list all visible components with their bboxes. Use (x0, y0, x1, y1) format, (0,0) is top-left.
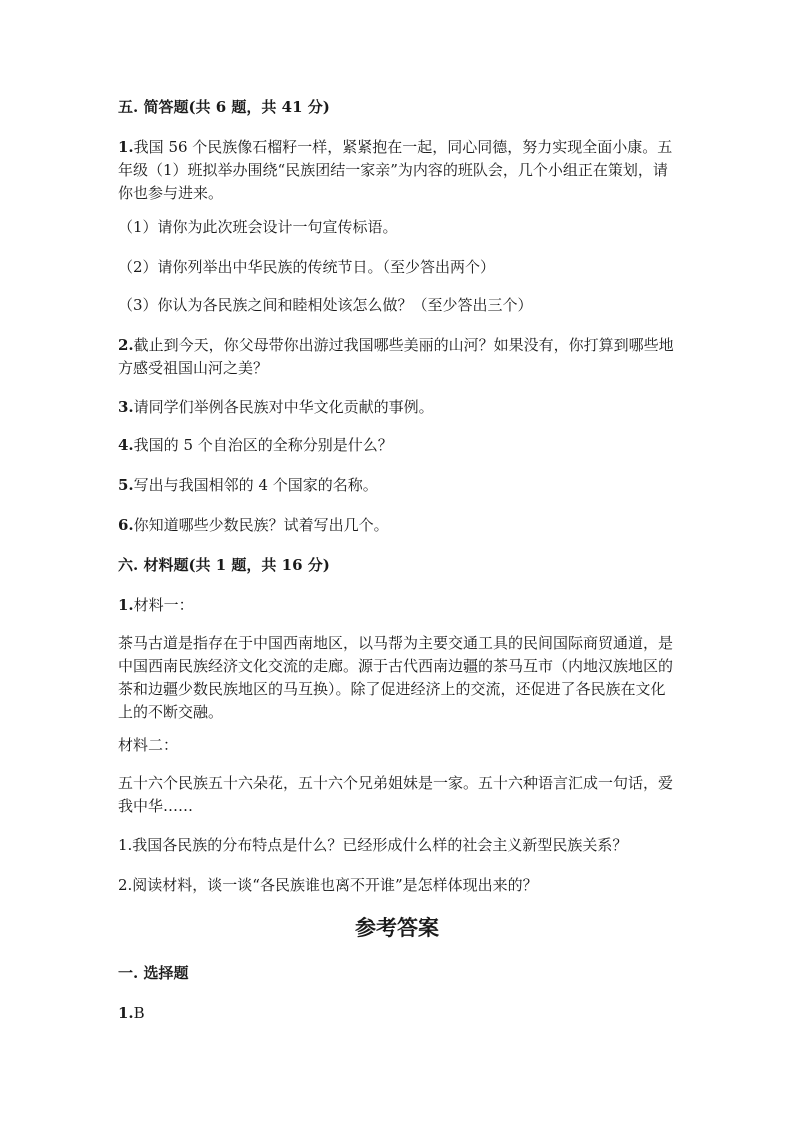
answers-title: 参考答案 (355, 915, 439, 940)
material-1-text: 茶马古道是指存在于中国西南地区，以马帮为主要交通工具的民间国际商贸通道，是中国西南民族经济文化交流的走廊。源于古代西南边疆的茶马互市（内地汉族地区的茶和边疆少数民族地区的马互换）。除了促进经济上的交流，还促进了各民族在文化上的不断交融。 (118, 634, 674, 721)
material-1-label-text: 材料一： (133, 596, 194, 614)
answers-section-1-heading: 一. 选择题 (118, 964, 189, 982)
question-6 (118, 514, 674, 537)
question-5-number: 5. (118, 476, 134, 494)
answer-1 (118, 1002, 674, 1025)
question-2-text: 截止到今天，你父母带你出游过我国哪些美丽的山河？如果没有，你打算到哪些地方感受祖国山河之美？ (118, 336, 674, 377)
question-2 (118, 334, 674, 380)
material-2-text: 五十六个民族五十六朵花，五十六个兄弟姐妹是一家。五十六种语言汇成一句话，爱我中华…… (118, 774, 674, 815)
question-2-number: 2. (118, 336, 134, 354)
question-4-text: 我国的 5 个自治区的全称分别是什么？ (133, 436, 393, 454)
question-1-sub-3: （3）你认为各民族之间和睦相处该怎么做？（至少答出三个） (118, 296, 533, 314)
question-5 (118, 474, 674, 497)
question-3-text: 请同学们举例各民族对中华文化贡献的事例。 (133, 398, 434, 416)
question-6-text: 你知道哪些少数民族？试着写出几个。 (133, 516, 389, 534)
question-3-number: 3. (118, 398, 134, 416)
answer-1-text: B (133, 1004, 145, 1022)
question-4-number: 4. (118, 436, 134, 454)
question-5-text: 写出与我国相邻的 4 个国家的名称。 (133, 476, 378, 494)
material-sub-question-2: 2.阅读材料，谈一谈“各民族谁也离不开谁”是怎样体现出来的？ (118, 876, 538, 894)
material-2-label: 材料二： (118, 736, 179, 754)
question-6-number: 6. (118, 516, 134, 534)
question-1-sub-2: （2）请你列举出中华民族的传统节日。（至少答出两个） (118, 258, 496, 276)
question-1-text: 我国 56 个民族像石榴籽一样，紧紧抱在一起，同心同德，努力实现全面小康。五年级（1）班拟举办围绕“民族团结一家亲”为内容的班队会，几个小组正在策划，请你也参与进来。 (118, 138, 673, 202)
question-4 (118, 434, 674, 457)
material-question-number: 1. (118, 596, 134, 614)
question-1-sub-1: （1）请你为此次班会设计一句宣传标语。 (118, 218, 398, 236)
question-1 (118, 136, 674, 205)
answer-1-number: 1. (118, 1004, 134, 1022)
section-6-heading: 六. 材料题(共 1 题，共 16 分) (118, 556, 330, 574)
section-5-heading: 五. 简答题(共 6 题，共 41 分) (118, 98, 330, 116)
question-1-number: 1. (118, 138, 134, 156)
question-3 (118, 396, 674, 419)
material-sub-question-1: 1.我国各民族的分布特点是什么？已经形成什么样的社会主义新型民族关系？ (118, 836, 628, 854)
material-1-label (118, 594, 674, 617)
